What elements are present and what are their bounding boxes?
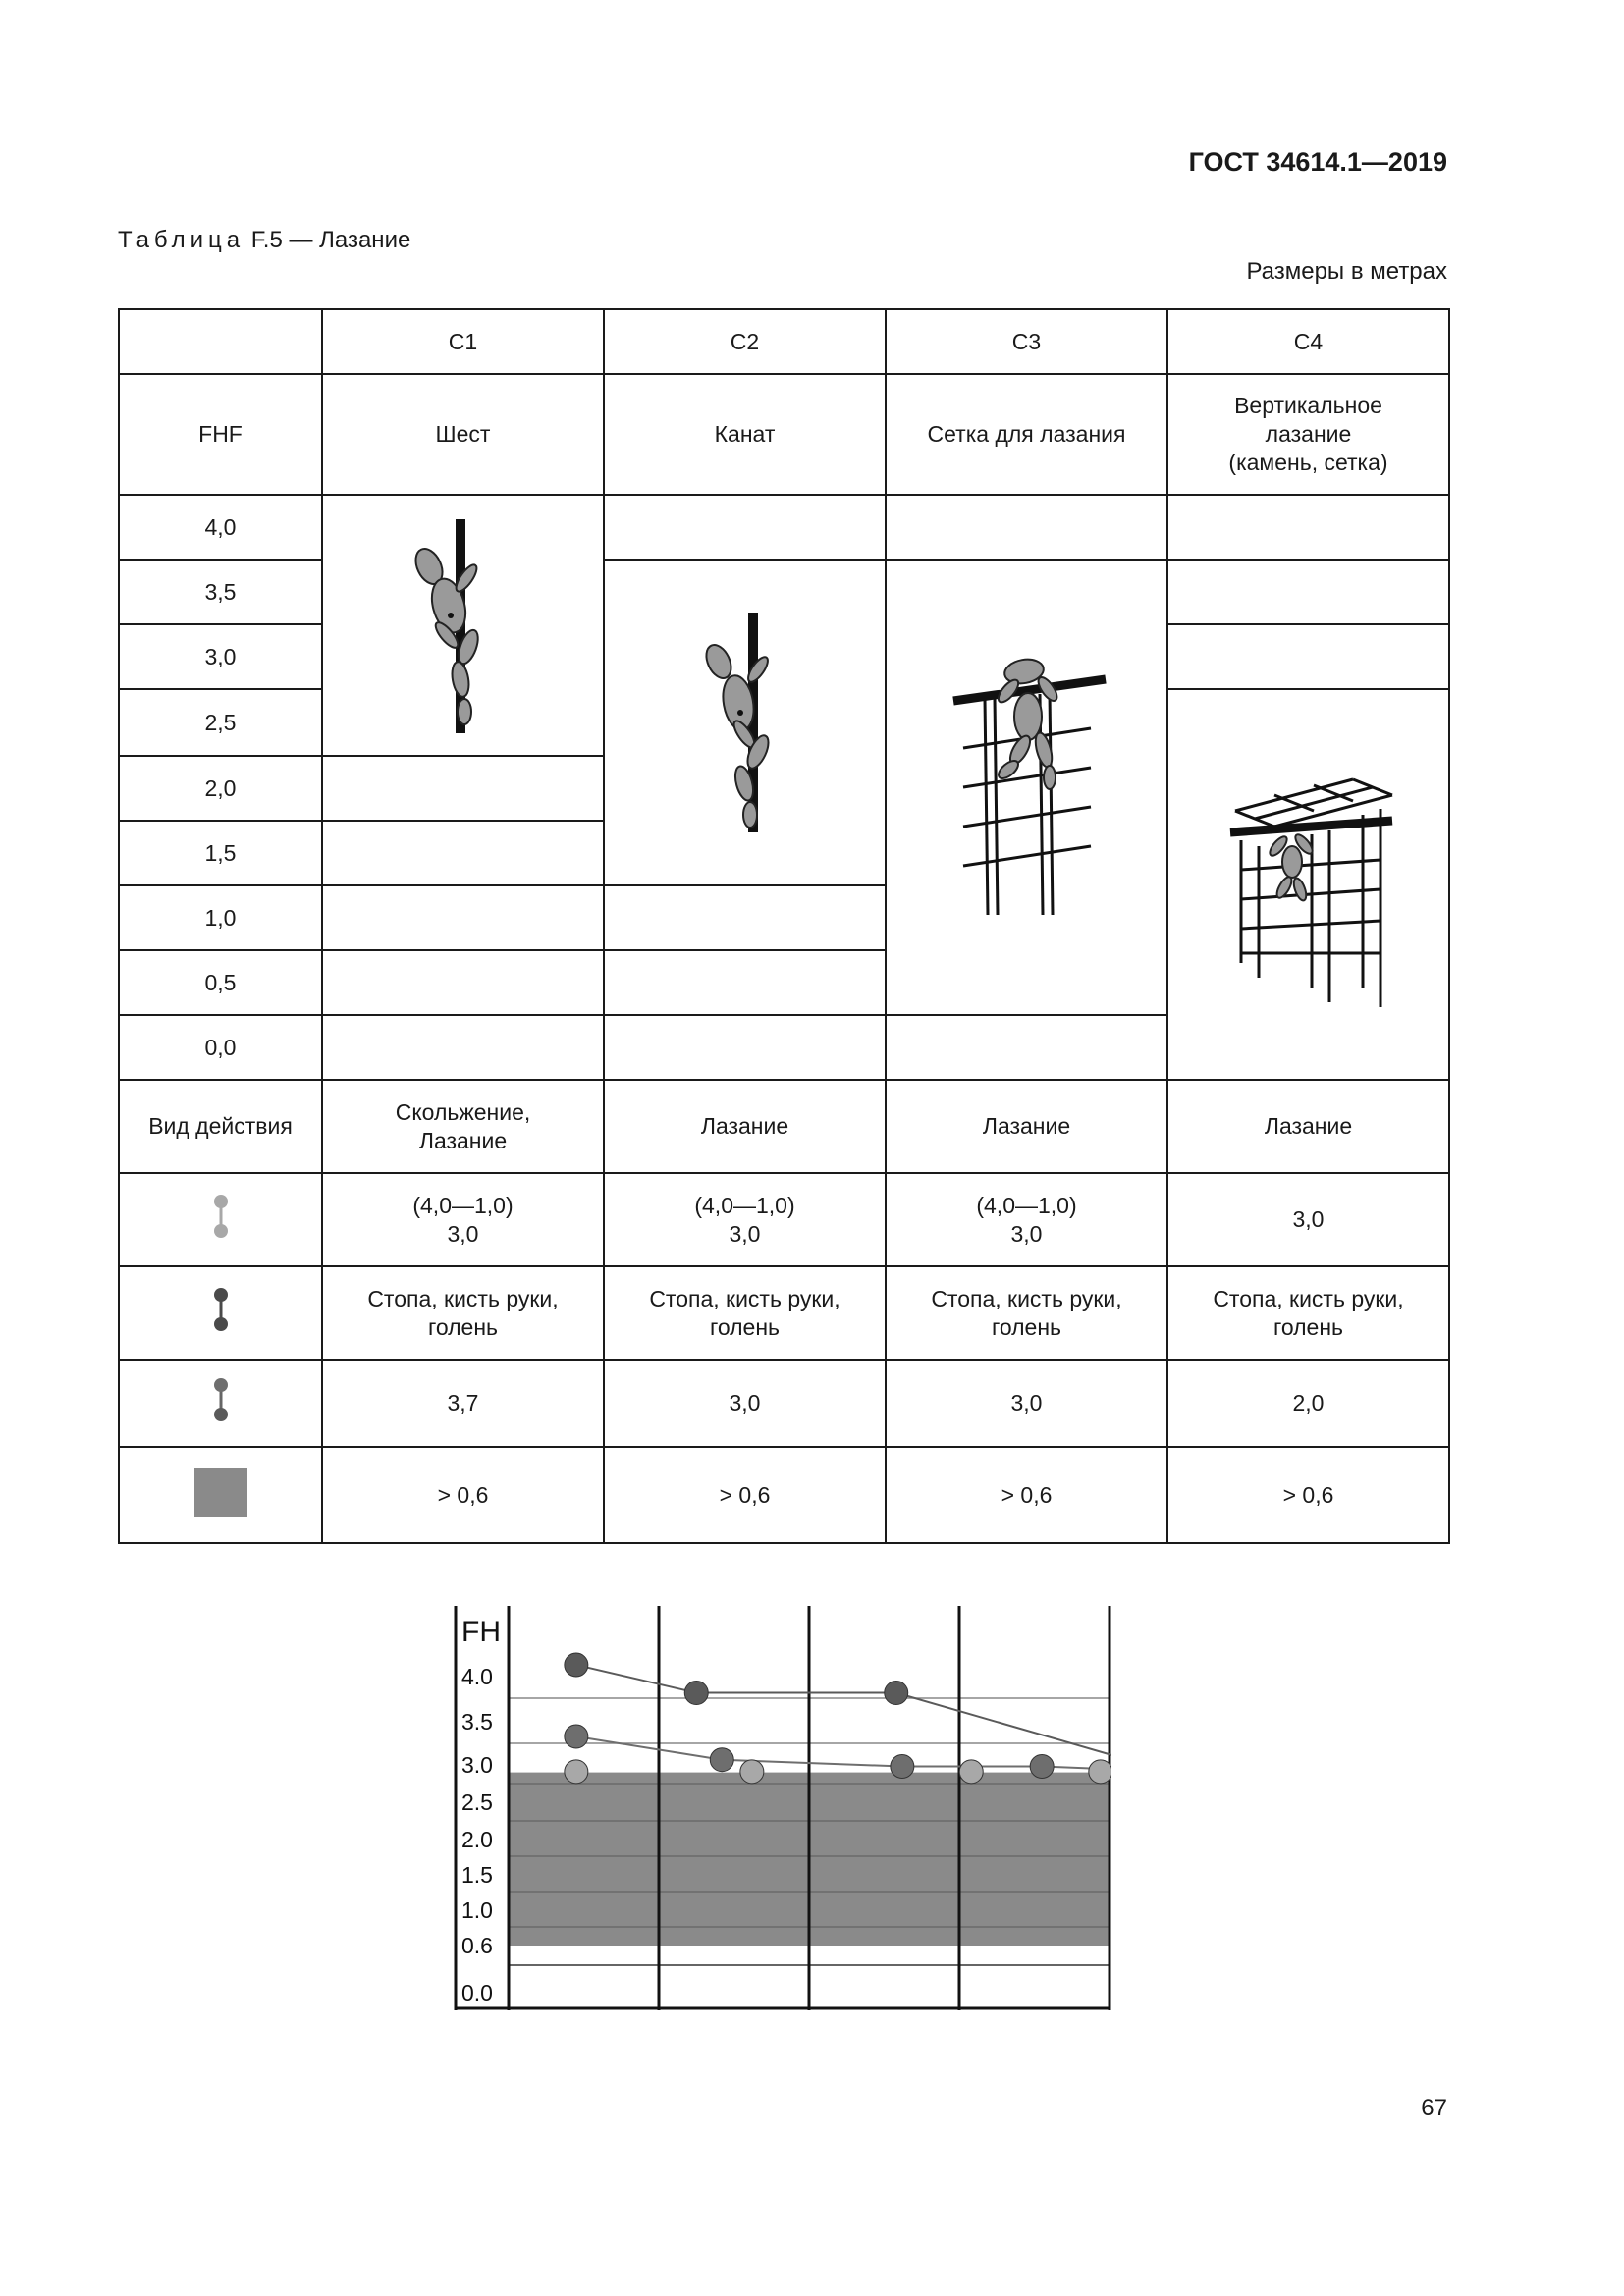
c1-empty-cell [322, 950, 604, 1015]
series-point [740, 1760, 764, 1784]
grey-square-icon [193, 1467, 248, 1518]
c2-empty-cell [604, 885, 886, 950]
c1-empty-cell [322, 821, 604, 885]
c1-empty-cell [322, 885, 604, 950]
series-point [1089, 1760, 1111, 1784]
area-value-c4: > 0,6 [1167, 1447, 1449, 1543]
c2-empty-cell [604, 950, 886, 1015]
pole-climber-icon [390, 507, 537, 743]
chart-y-tick: 0.0 [461, 1980, 493, 2005]
equipment-name-c1: Шест [322, 374, 604, 495]
units-note: Размеры в метрах [1246, 258, 1447, 285]
c4-empty-cell [1167, 560, 1449, 624]
series-point [1030, 1755, 1054, 1779]
body-parts-c2: Стопа, кисть руки, голень [604, 1266, 886, 1360]
chart-y-tick: 1.5 [461, 1862, 493, 1888]
climbing-table [118, 308, 1450, 1544]
light-dot-pair-icon [211, 1193, 231, 1240]
c1-image-cell [322, 495, 604, 756]
light-value-c2: (4,0—1,0) 3,0 [604, 1173, 886, 1266]
chart-y-tick: 4.0 [461, 1664, 493, 1689]
mixed-marker-row [119, 1360, 1449, 1447]
table-caption-title: F.5 — Лазание [244, 227, 411, 253]
action-c4: Лазание [1167, 1080, 1449, 1173]
dark-dot-pair-icon [211, 1286, 231, 1333]
dark-marker-row [119, 1266, 1449, 1360]
dark-marker-cell [119, 1266, 322, 1360]
mixed-dot-pair-icon [211, 1376, 231, 1423]
corner-cell [119, 309, 322, 374]
series-line [576, 1665, 1111, 1772]
table-caption [118, 227, 410, 254]
height-label: 3,5 [119, 560, 322, 624]
height-label: 3,0 [119, 624, 322, 689]
c3-empty-cell [886, 495, 1167, 560]
c3-empty-cell [886, 1015, 1167, 1080]
chart-y-tick: 0.6 [461, 1933, 493, 1958]
c2-image-cell [604, 560, 886, 885]
light-value-c4: 3,0 [1167, 1173, 1449, 1266]
action-c3: Лазание [886, 1080, 1167, 1173]
table-header-row [119, 309, 1449, 374]
chart-y-tick: 3.5 [461, 1709, 493, 1735]
height-label: 2,5 [119, 689, 322, 756]
area-marker-cell [119, 1447, 322, 1543]
series-point [710, 1748, 733, 1772]
fhf-label: FHF [119, 374, 322, 495]
height-label: 4,0 [119, 495, 322, 560]
document-code: ГОСТ 34614.1—2019 [1188, 147, 1447, 177]
light-marker-cell [119, 1173, 322, 1266]
chart-y-tick: 3.0 [461, 1752, 493, 1778]
chart-y-tick: 2.0 [461, 1827, 493, 1852]
height-label: 1,0 [119, 885, 322, 950]
fh-chart [454, 1606, 1111, 2010]
light-marker-row [119, 1173, 1449, 1266]
series-point [565, 1725, 588, 1748]
c4-empty-cell [1167, 495, 1449, 560]
dark-value-c1: 3,7 [322, 1360, 604, 1447]
equipment-name-c3: Сетка для лазания [886, 374, 1167, 495]
page-number: 67 [1421, 2095, 1447, 2121]
action-c1: Скольжение, Лазание [322, 1080, 604, 1173]
light-value-c3: (4,0—1,0) 3,0 [886, 1173, 1167, 1266]
series-point [959, 1760, 983, 1784]
c2-empty-cell [604, 495, 886, 560]
dark-value-c2: 3,0 [604, 1360, 886, 1447]
body-parts-c3: Стопа, кисть руки, голень [886, 1266, 1167, 1360]
column-header-c1: C1 [322, 309, 604, 374]
area-value-c2: > 0,6 [604, 1447, 886, 1543]
c4-image-cell [1167, 689, 1449, 1080]
equipment-name-c4: Вертикальное лазание (камень, сетка) [1167, 374, 1449, 495]
c1-empty-cell [322, 756, 604, 821]
area-marker-row [119, 1447, 1449, 1543]
dark-value-c4: 2,0 [1167, 1360, 1449, 1447]
column-header-c3: C3 [886, 309, 1167, 374]
action-type-label: Вид действия [119, 1080, 322, 1173]
table-caption-word: Таблица [118, 227, 245, 253]
equipment-name-c2: Канат [604, 374, 886, 495]
height-label: 0,0 [119, 1015, 322, 1080]
light-value-c1: (4,0—1,0) 3,0 [322, 1173, 604, 1266]
chart-y-label: FH [461, 1616, 501, 1648]
rope-climber-icon [672, 605, 819, 840]
c1-empty-cell [322, 1015, 604, 1080]
height-label: 0,5 [119, 950, 322, 1015]
area-value-c3: > 0,6 [886, 1447, 1167, 1543]
dark-value-c3: 3,0 [886, 1360, 1167, 1447]
series-point [885, 1682, 908, 1705]
series-point [565, 1760, 588, 1784]
height-row-4-0 [119, 495, 1449, 560]
area-value-c1: > 0,6 [322, 1447, 604, 1543]
series-point [684, 1682, 708, 1705]
mixed-marker-cell [119, 1360, 322, 1447]
column-header-c2: C2 [604, 309, 886, 374]
c2-empty-cell [604, 1015, 886, 1080]
c4-empty-cell [1167, 624, 1449, 689]
chart-y-tick: 2.5 [461, 1789, 493, 1815]
fhf-name-row [119, 374, 1449, 495]
action-type-row [119, 1080, 1449, 1173]
height-label: 2,0 [119, 756, 322, 821]
climbing-net-icon [934, 640, 1120, 934]
vertical-climbing-net-icon [1216, 752, 1402, 1017]
body-parts-c4: Стопа, кисть руки, голень [1167, 1266, 1449, 1360]
height-label: 1,5 [119, 821, 322, 885]
c3-image-cell [886, 560, 1167, 1015]
chart-y-tick: 1.0 [461, 1897, 493, 1923]
series-point [565, 1653, 588, 1677]
column-header-c4: C4 [1167, 309, 1449, 374]
action-c2: Лазание [604, 1080, 886, 1173]
body-parts-c1: Стопа, кисть руки, голень [322, 1266, 604, 1360]
series-point [891, 1755, 914, 1779]
height-row-3-5 [119, 560, 1449, 624]
